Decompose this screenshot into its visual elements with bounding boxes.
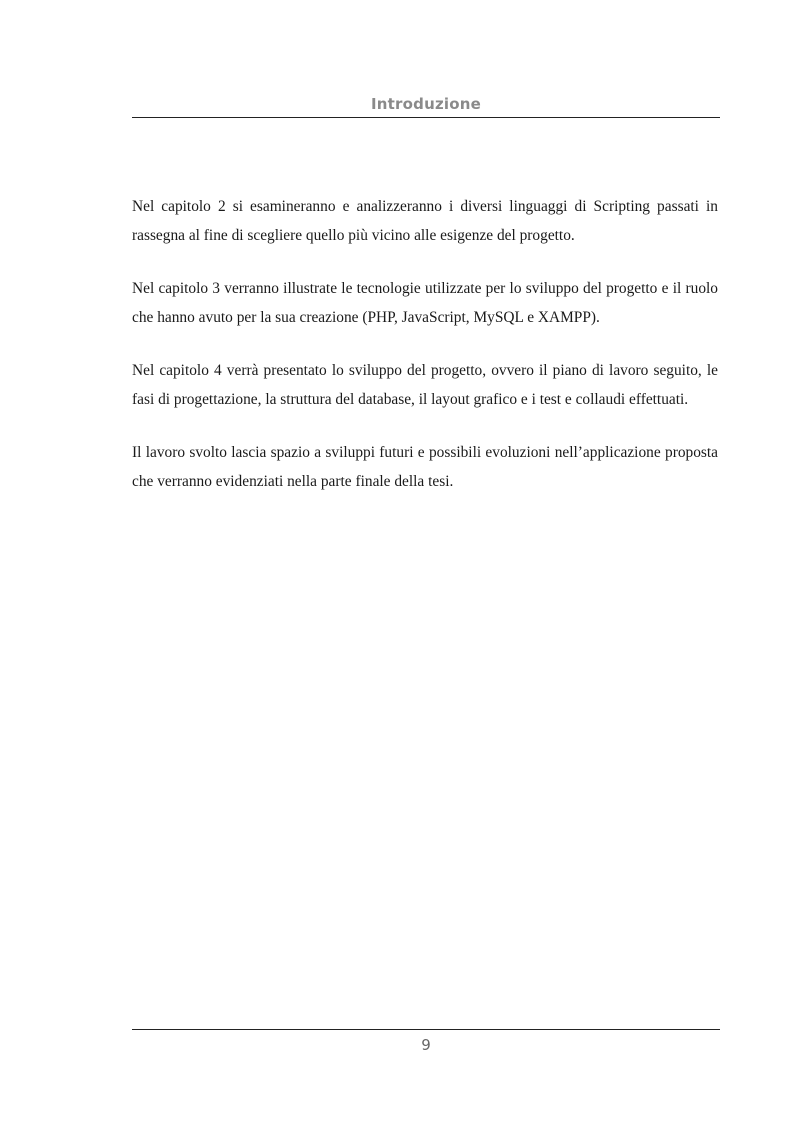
- body-text: [132, 192, 718, 520]
- header-rule: [132, 117, 720, 118]
- running-header-title: Introduzione: [371, 95, 481, 113]
- page-number: 9: [421, 1036, 431, 1054]
- paragraph-chapter-3: Nel capitolo 3 verranno illustrate le tecnologie utilizzate per lo sviluppo del progetto e il ruolo che hanno avuto per la sua creazione (PHP, JavaScript, MySQL e XAMPP).: [132, 280, 718, 326]
- paragraph-chapter-2: Nel capitolo 2 si esamineranno e analizzeranno i diversi linguaggi di Scripting passati in rassegna al fine di scegliere quello più vicino alle esigenze del progetto.: [132, 198, 718, 244]
- footer-rule: [132, 1029, 720, 1030]
- paragraph-future-work: Il lavoro svolto lascia spazio a sviluppi futuri e possibili evoluzioni nell’applicazione proposta che verranno evidenziati nella parte finale della tesi.: [132, 444, 718, 490]
- paragraph-chapter-4: Nel capitolo 4 verrà presentato lo sviluppo del progetto, ovvero il piano di lavoro seguito, le fasi di progettazione, la struttura del database, il layout grafico e i test e collaudi effettuati.: [132, 362, 718, 408]
